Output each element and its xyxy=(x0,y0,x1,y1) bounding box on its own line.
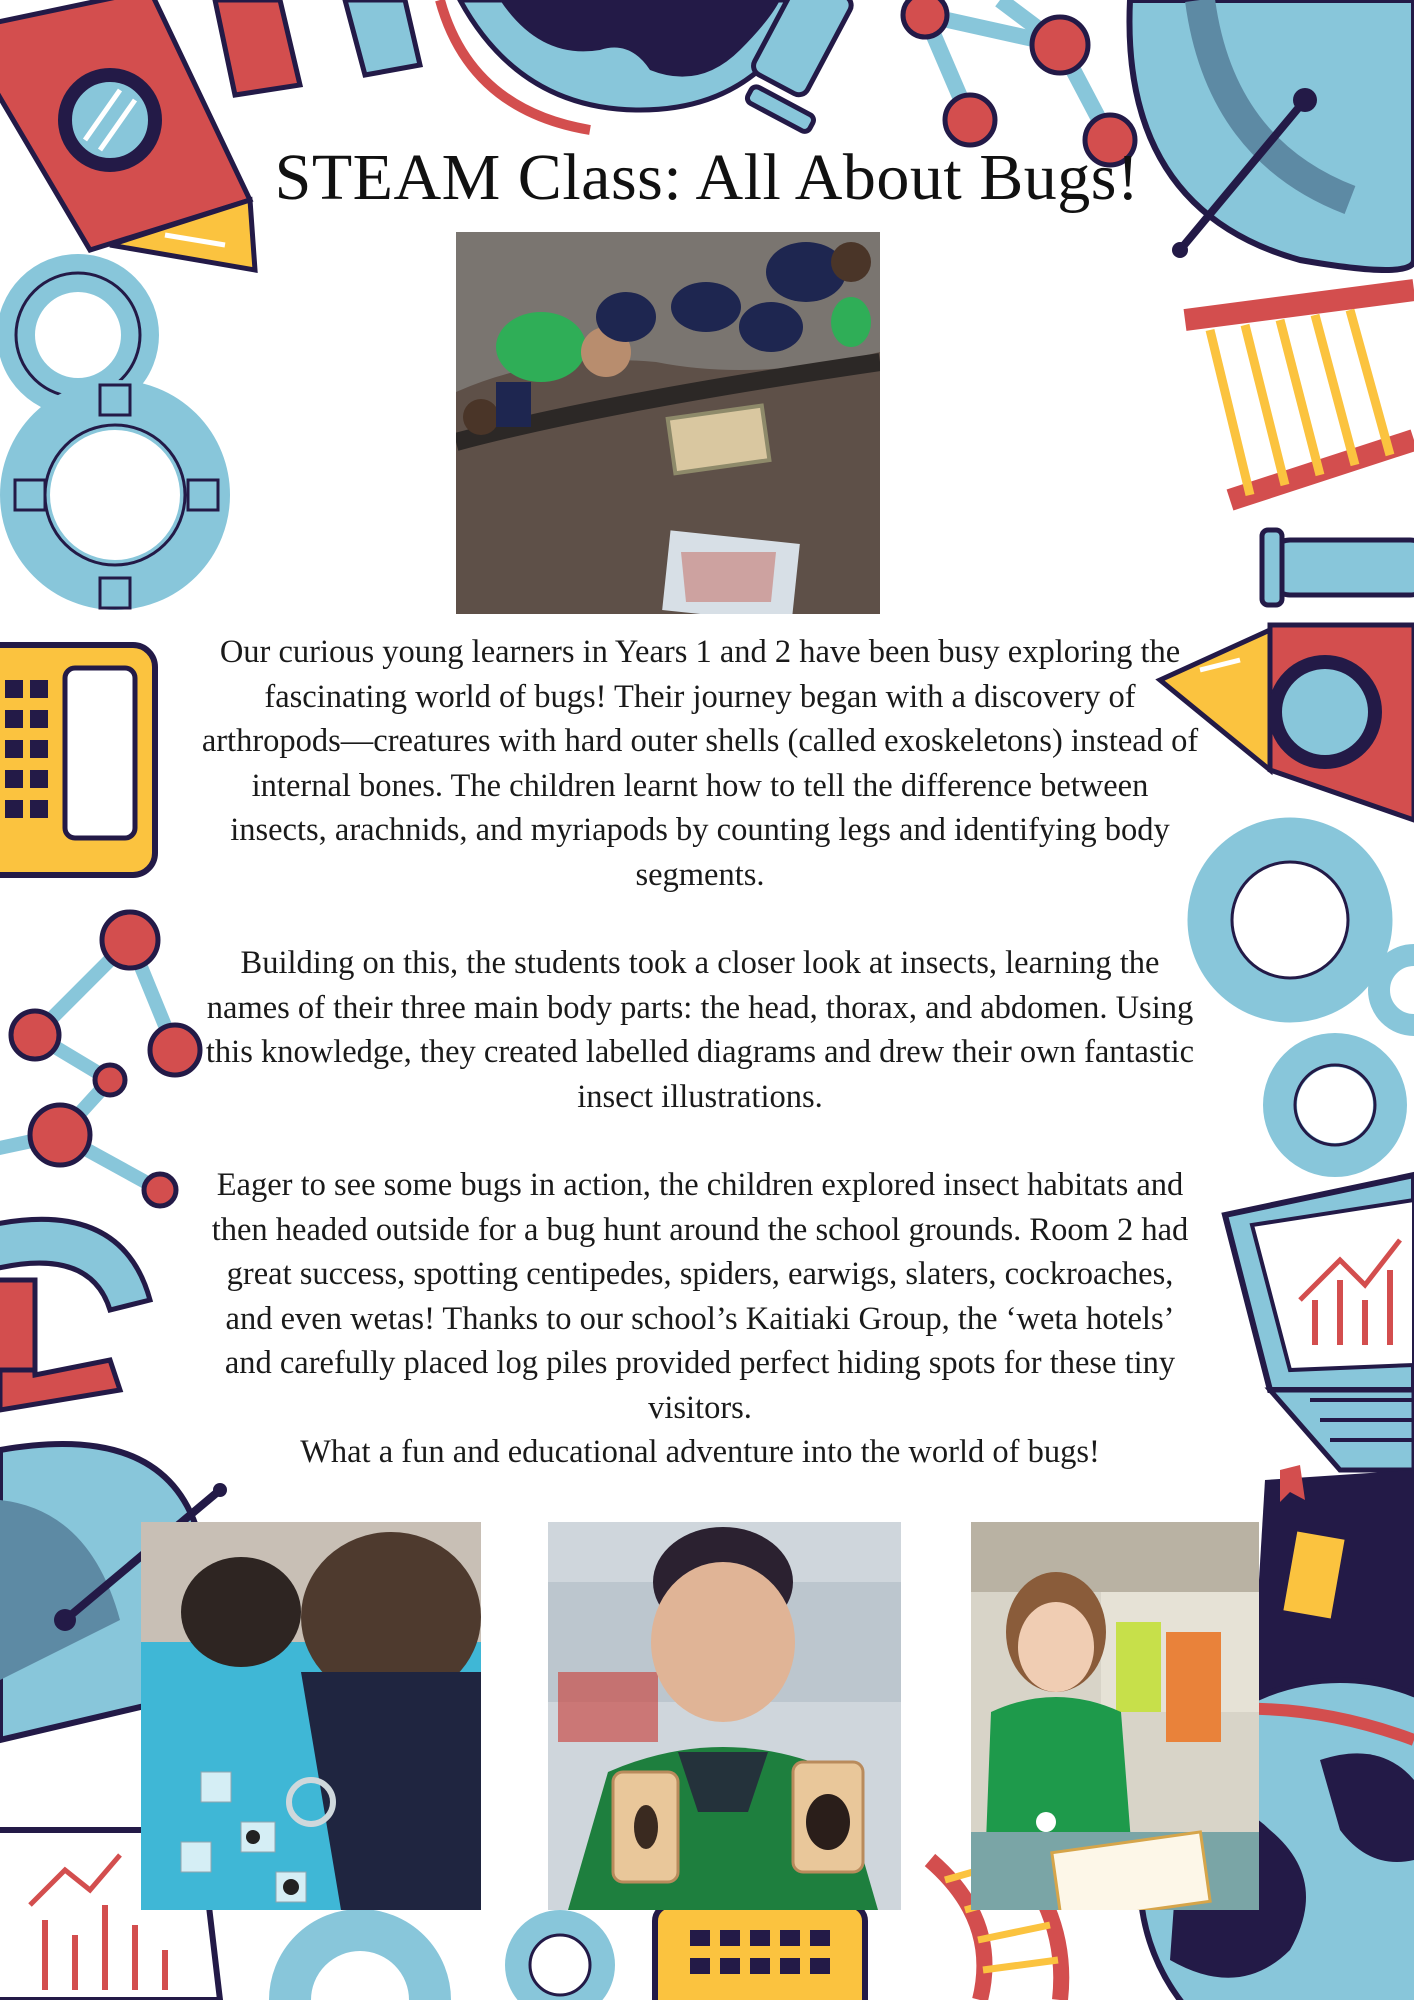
dna-icon xyxy=(1185,290,1414,500)
magnet-icon xyxy=(215,0,420,95)
page-title: STEAM Class: All About Bugs! xyxy=(274,141,1140,214)
magnet-icon xyxy=(0,1219,150,1410)
gear-icon xyxy=(15,273,218,608)
calculator-icon xyxy=(0,645,155,875)
boy-with-specimens-photo xyxy=(548,1522,901,1910)
paragraph-intro: Our curious young learners in Years 1 and 2 have been busy exploring the fascinating world of bugs! Their journey began with a discovery of arthropods—creatures with hard outer shells (called exoskeletons) instead of internal bones. The children learnt how to tell the difference between insects, arachnids, and myriapods by counting legs and identifying body segments. xyxy=(201,634,1199,893)
paragraph-insects: Building on this, the students took a closer look at insects, learning the names of their three main body parts: the head, thorax, and abdomen. Using this knowledge, they created labelled diagrams and drew their own fantastic insect illustrations. xyxy=(205,945,1195,1115)
bug-hunt-photo xyxy=(456,232,880,614)
paragraph-bug-hunt: Eager to see some bugs in action, the children explored insect habitats and then headed outside for a bug hunt around the school grounds. Room 2 had great success, spotting centipedes, spiders, earwigs, slaters, cockroaches, and even wetas! Thanks to our school’s Kaitiaki Group, the ‘weta hotels’ and carefully placed log piles provided perfect hiding spots for these tiny visitors. xyxy=(211,1167,1189,1426)
satellite-dish-icon xyxy=(1129,0,1414,270)
paragraph-closing: What a fun and educational adventure into the world of bugs! xyxy=(300,1434,1100,1470)
laptop-chart-icon xyxy=(1225,1175,1414,1470)
rocket-icon xyxy=(0,0,255,270)
molecule-icon xyxy=(0,912,200,1206)
gear-icon xyxy=(290,1923,602,2000)
gear-icon xyxy=(1210,840,1414,1160)
girl-drawing-photo xyxy=(971,1522,1259,1910)
article-body xyxy=(200,630,1200,1475)
calculator-icon xyxy=(655,1905,865,2000)
test-tube-icon xyxy=(1262,530,1414,605)
magnifier-photo xyxy=(141,1522,481,1910)
